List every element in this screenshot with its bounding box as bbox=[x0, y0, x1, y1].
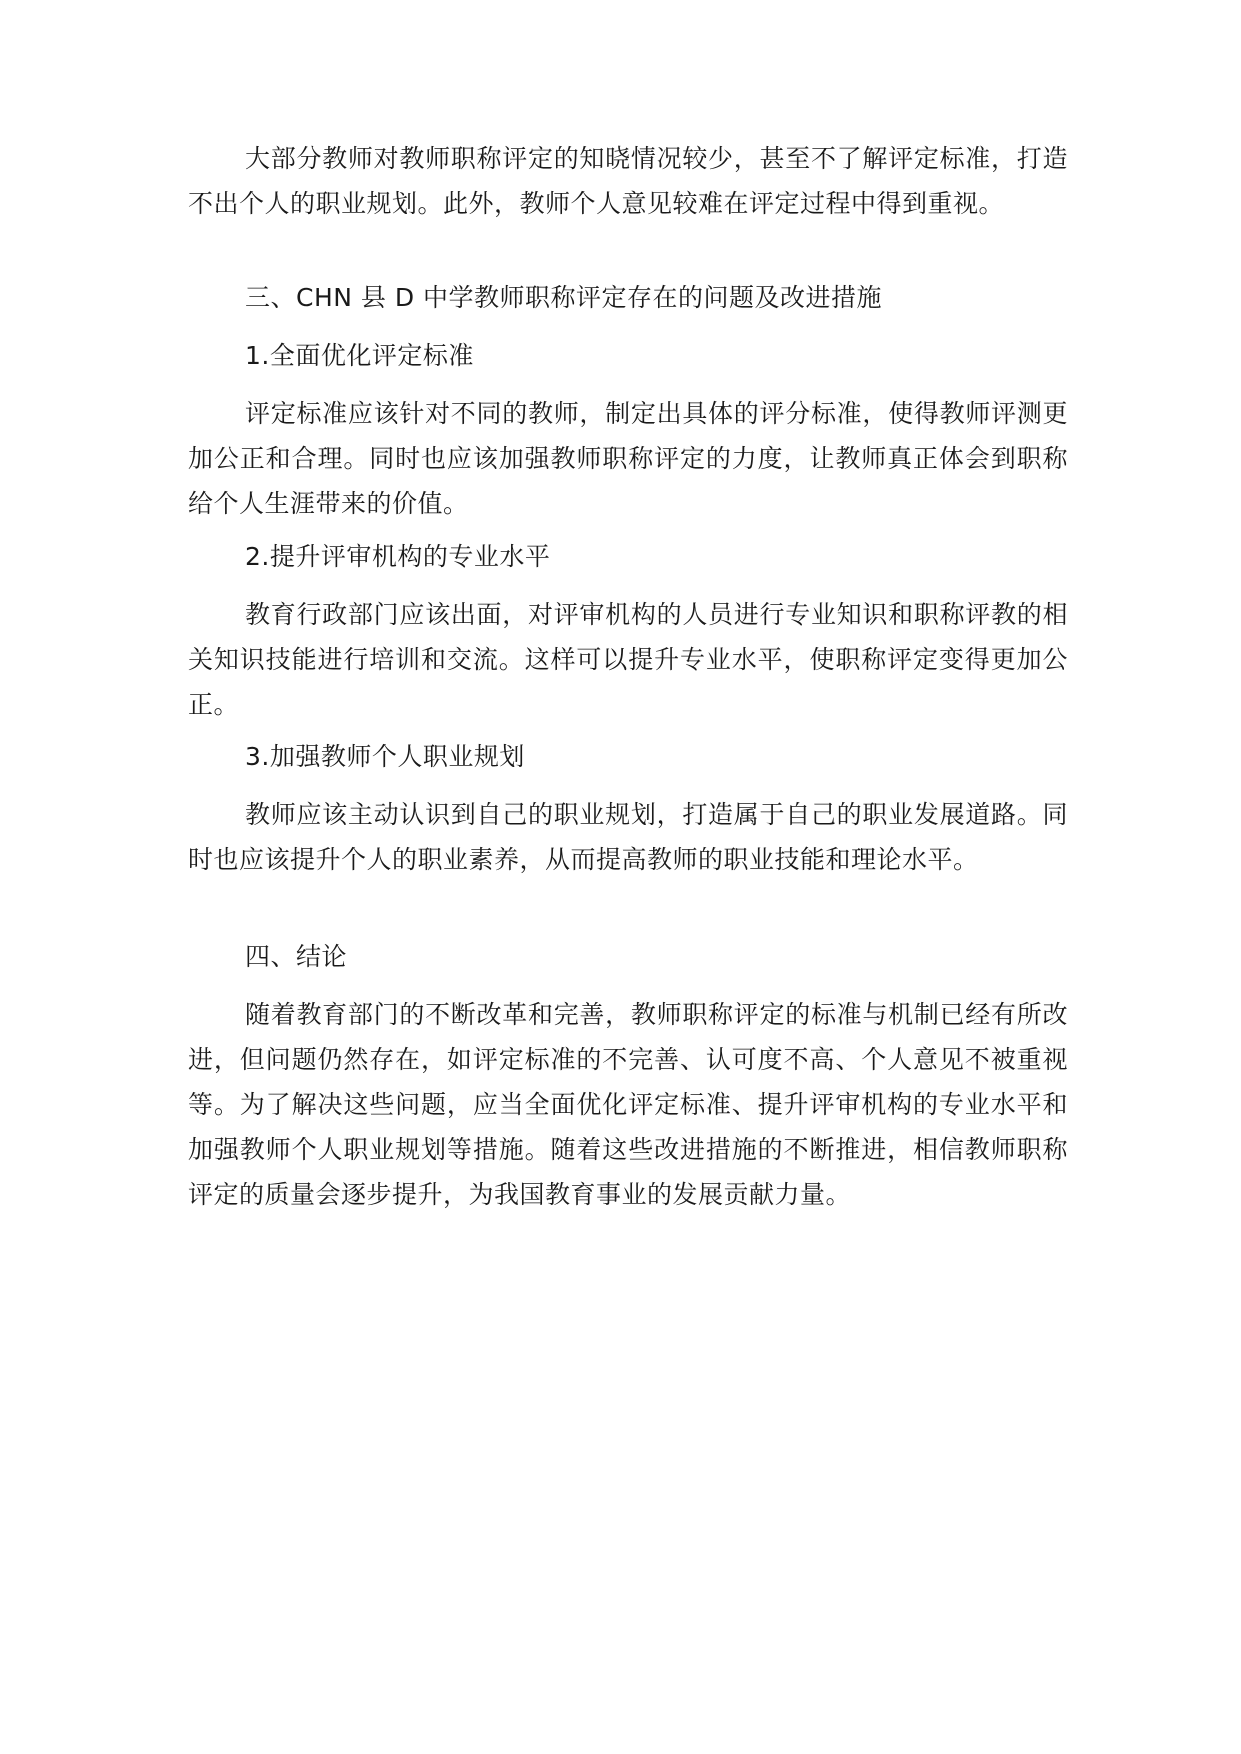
subheading-review-professionalism: 2.提升评审机构的专业水平 bbox=[245, 542, 551, 571]
paragraph-review-professionalism: 教育行政部门应该出面，对评审机构的人员进行专业知识和职称评教的相关知识技能进行培训和交流。这样可以提升专业水平，使职称评定变得更加公正。 bbox=[188, 600, 1068, 719]
paragraph-career-planning: 教师应该主动认识到自己的职业规划，打造属于自己的职业发展道路。同时也应该提升个人的职业素养，从而提高教师的职业技能和理论水平。 bbox=[188, 800, 1068, 874]
paragraph-teacher-awareness: 大部分教师对教师职称评定的知晓情况较少，甚至不了解评定标准，打造不出个人的职业规划。此外，教师个人意见较难在评定过程中得到重视。 bbox=[188, 144, 1068, 218]
subheading-optimize-standards: 1.全面优化评定标准 bbox=[245, 341, 474, 370]
paragraph-optimize-standards: 评定标准应该针对不同的教师，制定出具体的评分标准，使得教师评测更加公正和合理。同时也应该加强教师职称评定的力度，让教师真正体会到职称给个人生涯带来的价值。 bbox=[188, 399, 1068, 518]
section-heading-problems-measures: 三、CHN 县 D 中学教师职称评定存在的问题及改进措施 bbox=[245, 283, 883, 312]
paragraph-conclusion: 随着教育部门的不断改革和完善，教师职称评定的标准与机制已经有所改进，但问题仍然存在，如评定标准的不完善、认可度不高、个人意见不被重视等。为了解决这些问题，应当全面优化评定标准、提升评审机构的专业水平和加强教师个人职业规划等措施。随着这些改进措施的不断推进，相信教师职称评定的质量会逐步提升，为我国教育事业的发展贡献力量。 bbox=[188, 1000, 1068, 1209]
subheading-career-planning: 3.加强教师个人职业规划 bbox=[245, 742, 525, 771]
section-heading-conclusion: 四、结论 bbox=[245, 942, 348, 971]
